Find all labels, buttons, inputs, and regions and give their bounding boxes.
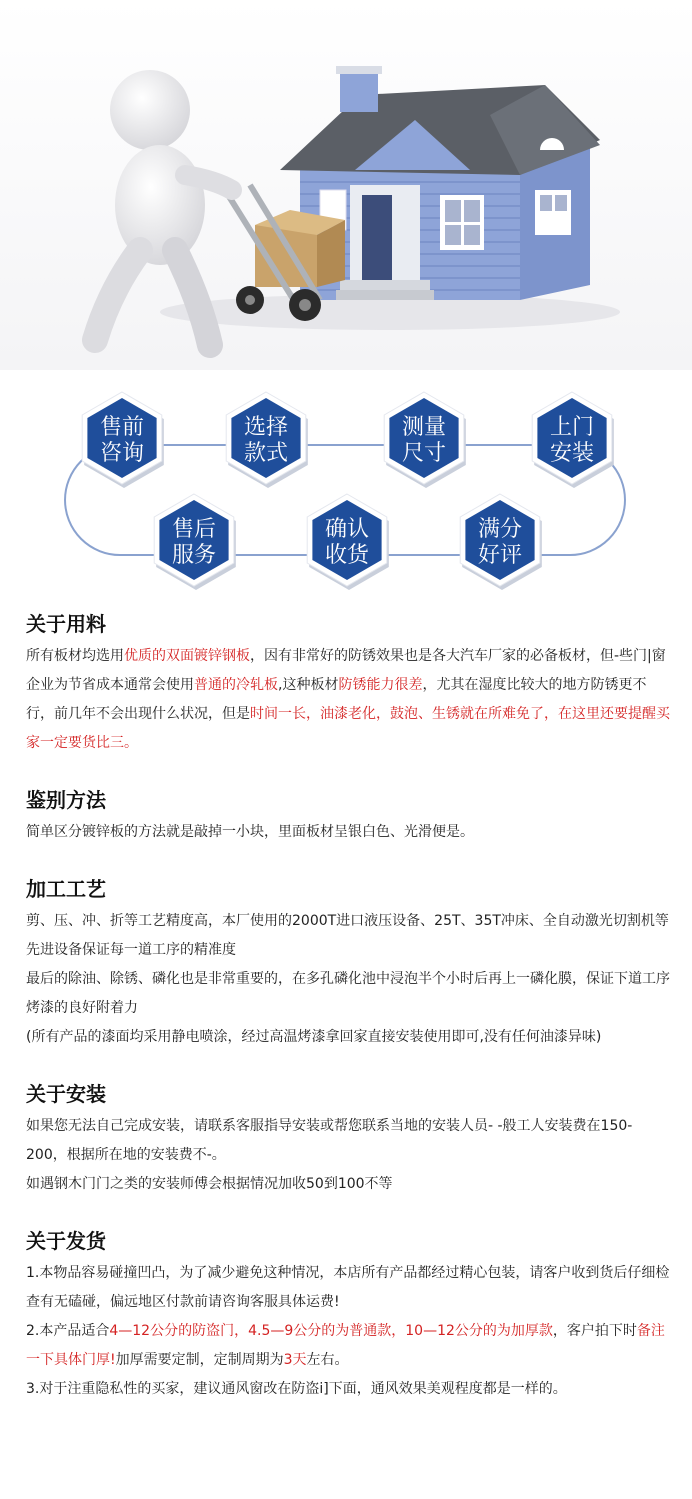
section-body: 最后的除油、除锈、磷化也是非常重要的，在多孔磷化池中浸泡半个小时后再上一磷化膜，保证下道工序烤漆的良好附着力: [26, 971, 670, 1016]
section-body: [26, 642, 671, 758]
content: [26, 610, 671, 1404]
section-body: 如果您无法自己完成安装，请联系客服指导安装或帮您联系当地的安装人员- -般工人安装费在150-200，根据所在地的安装费不-。: [26, 1118, 633, 1163]
step-label-line2: 服务: [171, 543, 217, 568]
section-body: 简单区分镀锌板的方法就是敲掉一小块，里面板材呈银白色、光滑便是。: [26, 824, 474, 840]
section-title: 加工工艺: [26, 877, 106, 901]
step-label-line1: 测量: [401, 415, 447, 440]
section-note: (所有产品的漆面均采用静电喷涂，经过高温烤漆拿回家直接安装使用即可,没有任何油漆异味): [26, 1029, 602, 1045]
highlight-text: 优质的双面镀锌钢板: [124, 648, 250, 664]
section-title: 关于用料: [26, 612, 106, 636]
section-body: 1.本物品容易碰撞凹凸，为了减少避免这种情况，本店所有产品都经过精心包装，请客户收到货后仔细检查有无磕碰，偏远地区付款前请咨询客服具体运费!: [26, 1265, 670, 1310]
section-title: 鉴别方法: [26, 788, 106, 812]
step-label-line1: 满分: [477, 517, 523, 542]
text-span: ，尤其在湿度比较大的地方防锈更不行，前几年不会出现什么状况，但是: [26, 677, 647, 722]
highlight-text: 3天: [283, 1352, 307, 1368]
text-span: 所有板材均选用: [26, 648, 124, 664]
section-craft: [26, 875, 671, 1052]
step-label-line2: 收货: [324, 543, 370, 568]
section-body: 如遇钢木门门之类的安装师傅会根据情况加收50到100不等: [26, 1176, 393, 1192]
step-label-line1: 售后: [171, 517, 217, 542]
highlight-text: 时间一长，油漆老化，鼓泡、生锈就在所难免了，在这里还要提醒买家一定要货比三。: [26, 706, 670, 751]
process-step-r2-3: [460, 494, 542, 590]
step-label-line2: 咨询: [99, 441, 145, 466]
process-step-r1-1: [82, 392, 164, 488]
text-span: 左右。: [306, 1352, 349, 1368]
text-span: ,这种板材: [278, 677, 339, 693]
step-label-line1: 上门: [549, 415, 595, 440]
section-body: 剪、压、冲、折等工艺精度高，本厂使用的2000T进口液压设备、25T、35T冲床、全自动激光切割机等先进设备保证每一道工序的精准度: [26, 913, 669, 958]
section-shipping: [26, 1227, 671, 1404]
process-step-r1-3: [384, 392, 466, 488]
process-step-r1-2: [226, 392, 308, 488]
highlight-text: 4—12公分的防盗门，4.5—9公分的为普通款，10—12公分的为加厚款: [109, 1323, 553, 1339]
highlight-text: 备注一下具体门厚!: [26, 1323, 665, 1368]
step-label-line1: 选择: [243, 415, 289, 440]
step-label-line2: 安装: [549, 441, 595, 466]
hero-illustration: [0, 0, 692, 370]
section-materials: [26, 610, 671, 758]
highlight-text: 防锈能力很差: [338, 677, 423, 693]
text-span: 加厚需要定制，定制周期为: [115, 1352, 284, 1368]
highlight-text: 普通的冷轧板: [194, 677, 278, 693]
section-body: [26, 1317, 671, 1375]
section-body: 3.对于注重隐私性的买家，建议通风窗改在防盗i]下面，通风效果美观程度都是一样的。: [26, 1381, 567, 1397]
step-label-line1: 售前: [99, 415, 145, 440]
step-label-line1: 确认: [324, 517, 370, 542]
section-title: 关于发货: [26, 1229, 106, 1253]
step-label-line2: 款式: [243, 441, 289, 466]
process-step-r2-1: [154, 494, 236, 590]
service-process-diagram: [0, 380, 692, 595]
section-title: 关于安装: [26, 1082, 106, 1106]
section-install: [26, 1080, 671, 1199]
step-label-line2: 尺寸: [401, 441, 447, 466]
text-span: 2.本产品适合: [26, 1323, 110, 1339]
step-label-line2: 好评: [477, 543, 523, 568]
process-step-r2-2: [307, 494, 389, 590]
text-span: ，因有非常好的防锈效果也是各大汽车厂家的必备板材，但-些门|窗企业为节省成本通常会使用: [26, 648, 666, 693]
section-identify: [26, 786, 671, 847]
process-step-r1-4: [532, 392, 614, 488]
text-span: ，客户拍下时: [552, 1323, 637, 1339]
